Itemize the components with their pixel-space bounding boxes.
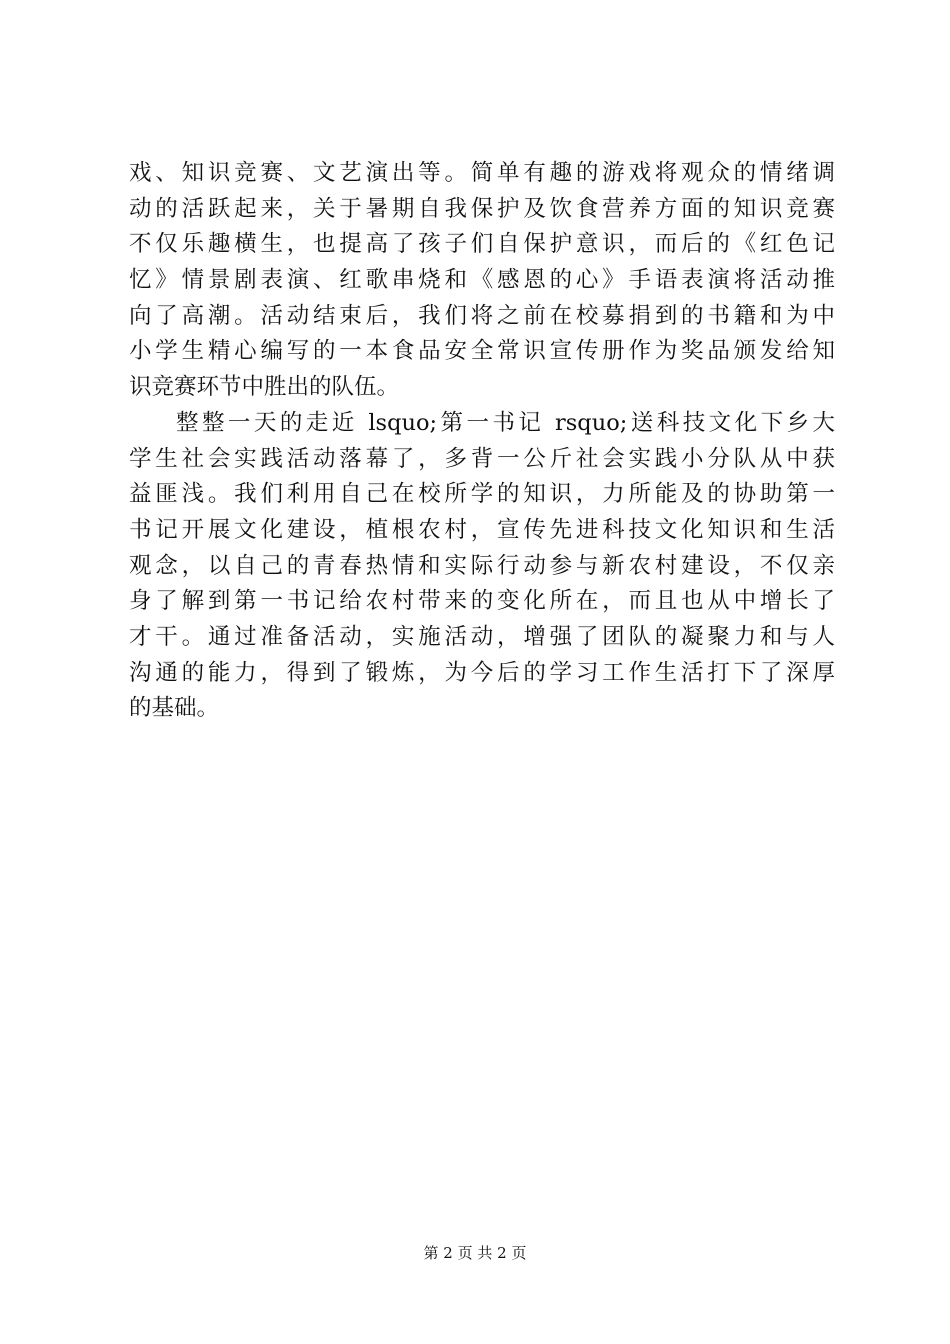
paragraph-2-line-4: 书记开展文化建设，植根农村，宣传先进科技文化知识和生活 [129, 516, 835, 543]
paragraph-2-line-6: 身了解到第一书记给农村带来的变化所在，而且也从中增长了 [129, 588, 835, 615]
paragraph-1-line-5: 向了高潮。活动结束后，我们将之前在校募捐到的书籍和为中 [129, 302, 835, 329]
paragraph-1-line-3: 不仅乐趣横生，也提高了孩子们自保护意识，而后的《红色记 [129, 231, 835, 258]
paragraph-2-line-3: 益匪浅。我们利用自己在校所学的知识，力所能及的协助第一 [129, 481, 835, 508]
paragraph-1-line-7: 识竞赛环节中胜出的队伍。 [129, 374, 400, 401]
paragraph-2-line-8: 沟通的能力，得到了锻炼，为今后的学习工作生活打下了深厚 [129, 659, 835, 686]
paragraph-1-line-4: 忆》情景剧表演、红歌串烧和《感恩的心》手语表演将活动推 [129, 267, 835, 294]
paragraph-2-line-9: 的基础。 [129, 695, 220, 722]
paragraph-1-line-2: 动的活跃起来，关于暑期自我保护及饮食营养方面的知识竞赛 [129, 195, 835, 222]
body-text [129, 156, 835, 727]
page-footer: 第 2 页 共 2 页 [423, 1244, 527, 1262]
paragraph-2-line-5: 观念，以自己的青春热情和实际行动参与新农村建设，不仅亲 [129, 552, 835, 579]
paragraph-1-line-1: 戏、知识竞赛、文艺演出等。简单有趣的游戏将观众的情绪调 [129, 160, 835, 186]
paragraph-2-line-2: 学生社会实践活动落幕了，多背一公斤社会实践小分队从中获 [129, 445, 835, 472]
paragraph-2-line-1: 整整一天的走近 lsquo;第一书记 rsquo;送科技文化下乡大 [176, 409, 835, 436]
paragraph-2-line-7: 才干。通过准备活动，实施活动，增强了团队的凝聚力和与人 [129, 623, 835, 650]
paragraph-1-line-6: 小学生精心编写的一本食品安全常识宣传册作为奖品颁发给知 [129, 338, 835, 365]
